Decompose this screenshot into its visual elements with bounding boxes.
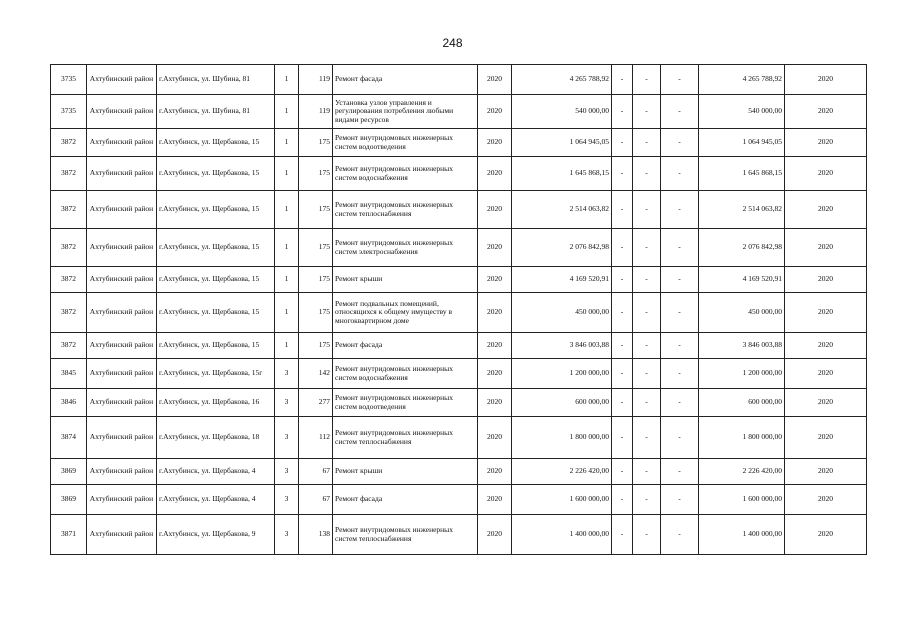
- floors-cell: 1: [275, 129, 299, 157]
- total-cell: 1 200 000,00: [699, 359, 785, 389]
- work-type-cell: Ремонт внутридомовых инженерных систем водоотведения: [333, 389, 478, 417]
- dash-cell: -: [661, 229, 699, 267]
- apartments-cell: 119: [299, 65, 333, 95]
- table-row: [51, 157, 867, 191]
- dash-cell: -: [612, 459, 633, 485]
- dash-cell: -: [612, 129, 633, 157]
- dash-cell: -: [633, 459, 661, 485]
- table-row: [51, 129, 867, 157]
- page-number: 248: [442, 36, 463, 50]
- row-number: 3845: [51, 359, 87, 389]
- district-cell: Ахтубинский район: [87, 389, 157, 417]
- floors-cell: 3: [275, 417, 299, 459]
- table-row: [51, 389, 867, 417]
- district-cell: Ахтубинский район: [87, 95, 157, 129]
- dash-cell: -: [633, 157, 661, 191]
- apartments-cell: 175: [299, 229, 333, 267]
- dash-cell: -: [612, 333, 633, 359]
- dash-cell: -: [661, 389, 699, 417]
- completion-year-cell: 2020: [785, 65, 867, 95]
- total-cell: 3 846 003,88: [699, 333, 785, 359]
- dash-cell: -: [612, 65, 633, 95]
- dash-cell: -: [612, 191, 633, 229]
- year-cell: 2020: [478, 95, 512, 129]
- completion-year-cell: 2020: [785, 389, 867, 417]
- district-cell: Ахтубинский район: [87, 191, 157, 229]
- floors-cell: 1: [275, 229, 299, 267]
- dash-cell: -: [661, 95, 699, 129]
- dash-cell: -: [633, 515, 661, 555]
- total-cell: 2 514 063,82: [699, 191, 785, 229]
- address-cell: г.Ахтубинск, ул. Щербакова, 15г: [157, 359, 275, 389]
- table-row: [51, 229, 867, 267]
- address-cell: г.Ахтубинск, ул. Щербакова, 16: [157, 389, 275, 417]
- work-type-cell: Ремонт крыши: [333, 459, 478, 485]
- completion-year-cell: 2020: [785, 359, 867, 389]
- work-type-cell: Ремонт фасада: [333, 65, 478, 95]
- cost-cell: 2 226 420,00: [512, 459, 612, 485]
- total-cell: 450 000,00: [699, 293, 785, 333]
- year-cell: 2020: [478, 359, 512, 389]
- district-cell: Ахтубинский район: [87, 65, 157, 95]
- apartments-cell: 175: [299, 129, 333, 157]
- completion-year-cell: 2020: [785, 229, 867, 267]
- address-cell: г.Ахтубинск, ул. Щербакова, 15: [157, 129, 275, 157]
- apartments-cell: 119: [299, 95, 333, 129]
- district-cell: Ахтубинский район: [87, 293, 157, 333]
- floors-cell: 1: [275, 293, 299, 333]
- dash-cell: -: [661, 191, 699, 229]
- work-type-cell: Ремонт внутридомовых инженерных систем водоснабжения: [333, 157, 478, 191]
- row-number: 3735: [51, 65, 87, 95]
- address-cell: г.Ахтубинск, ул. Щербакова, 4: [157, 485, 275, 515]
- dash-cell: -: [612, 417, 633, 459]
- total-cell: 1 400 000,00: [699, 515, 785, 555]
- work-type-cell: Ремонт внутридомовых инженерных систем водоснабжения: [333, 359, 478, 389]
- table-row: [51, 459, 867, 485]
- year-cell: 2020: [478, 191, 512, 229]
- dash-cell: -: [661, 65, 699, 95]
- apartments-cell: 175: [299, 293, 333, 333]
- row-number: 3872: [51, 293, 87, 333]
- completion-year-cell: 2020: [785, 515, 867, 555]
- district-cell: Ахтубинский район: [87, 485, 157, 515]
- dash-cell: -: [661, 333, 699, 359]
- apartments-cell: 67: [299, 459, 333, 485]
- dash-cell: -: [633, 129, 661, 157]
- dash-cell: -: [633, 191, 661, 229]
- total-cell: 4 169 520,91: [699, 267, 785, 293]
- dash-cell: -: [612, 359, 633, 389]
- work-type-cell: Ремонт внутридомовых инженерных систем водоотведения: [333, 129, 478, 157]
- table-row: [51, 267, 867, 293]
- floors-cell: 3: [275, 485, 299, 515]
- completion-year-cell: 2020: [785, 191, 867, 229]
- dash-cell: -: [661, 359, 699, 389]
- year-cell: 2020: [478, 389, 512, 417]
- row-number: 3872: [51, 157, 87, 191]
- completion-year-cell: 2020: [785, 459, 867, 485]
- dash-cell: -: [633, 229, 661, 267]
- floors-cell: 1: [275, 267, 299, 293]
- apartments-cell: 175: [299, 267, 333, 293]
- dash-cell: -: [633, 333, 661, 359]
- dash-cell: -: [633, 95, 661, 129]
- dash-cell: -: [612, 229, 633, 267]
- total-cell: 1 800 000,00: [699, 417, 785, 459]
- completion-year-cell: 2020: [785, 417, 867, 459]
- year-cell: 2020: [478, 229, 512, 267]
- district-cell: Ахтубинский район: [87, 515, 157, 555]
- dash-cell: -: [661, 459, 699, 485]
- floors-cell: 3: [275, 459, 299, 485]
- row-number: 3872: [51, 229, 87, 267]
- apartments-cell: 175: [299, 191, 333, 229]
- cost-cell: 1 645 868,15: [512, 157, 612, 191]
- completion-year-cell: 2020: [785, 95, 867, 129]
- dash-cell: -: [612, 389, 633, 417]
- dash-cell: -: [612, 95, 633, 129]
- total-cell: 4 265 788,92: [699, 65, 785, 95]
- address-cell: г.Ахтубинск, ул. Щербакова, 15: [157, 229, 275, 267]
- apartments-cell: 175: [299, 333, 333, 359]
- work-type-cell: Ремонт внутридомовых инженерных систем теплоснабжения: [333, 515, 478, 555]
- floors-cell: 3: [275, 359, 299, 389]
- district-cell: Ахтубинский район: [87, 417, 157, 459]
- row-number: 3872: [51, 267, 87, 293]
- work-type-cell: Ремонт крыши: [333, 267, 478, 293]
- table-row: [51, 65, 867, 95]
- dash-cell: -: [633, 389, 661, 417]
- apartments-cell: 277: [299, 389, 333, 417]
- district-cell: Ахтубинский район: [87, 359, 157, 389]
- district-cell: Ахтубинский район: [87, 129, 157, 157]
- row-number: 3874: [51, 417, 87, 459]
- table-row: [51, 333, 867, 359]
- dash-cell: -: [633, 359, 661, 389]
- floors-cell: 1: [275, 95, 299, 129]
- district-cell: Ахтубинский район: [87, 157, 157, 191]
- cost-cell: 1 200 000,00: [512, 359, 612, 389]
- dash-cell: -: [661, 293, 699, 333]
- table-row: [51, 485, 867, 515]
- row-number: 3872: [51, 333, 87, 359]
- work-type-cell: Ремонт внутридомовых инженерных систем электроснабжения: [333, 229, 478, 267]
- cost-cell: 2 514 063,82: [512, 191, 612, 229]
- row-number: 3869: [51, 485, 87, 515]
- table-row: [51, 417, 867, 459]
- total-cell: 1 645 868,15: [699, 157, 785, 191]
- row-number: 3846: [51, 389, 87, 417]
- year-cell: 2020: [478, 129, 512, 157]
- year-cell: 2020: [478, 65, 512, 95]
- floors-cell: 1: [275, 157, 299, 191]
- year-cell: 2020: [478, 459, 512, 485]
- year-cell: 2020: [478, 157, 512, 191]
- floors-cell: 1: [275, 191, 299, 229]
- dash-cell: -: [633, 293, 661, 333]
- apartments-cell: 138: [299, 515, 333, 555]
- cost-cell: 600 000,00: [512, 389, 612, 417]
- address-cell: г.Ахтубинск, ул. Щербакова, 15: [157, 267, 275, 293]
- district-cell: Ахтубинский район: [87, 267, 157, 293]
- dash-cell: -: [633, 417, 661, 459]
- dash-cell: -: [633, 485, 661, 515]
- dash-cell: -: [612, 515, 633, 555]
- work-type-cell: Ремонт внутридомовых инженерных систем теплоснабжения: [333, 417, 478, 459]
- table-row: [51, 359, 867, 389]
- table-row: [51, 191, 867, 229]
- completion-year-cell: 2020: [785, 129, 867, 157]
- row-number: 3869: [51, 459, 87, 485]
- year-cell: 2020: [478, 333, 512, 359]
- cost-cell: 1 400 000,00: [512, 515, 612, 555]
- total-cell: 2 226 420,00: [699, 459, 785, 485]
- dash-cell: -: [661, 129, 699, 157]
- apartments-cell: 67: [299, 485, 333, 515]
- apartments-cell: 142: [299, 359, 333, 389]
- row-number: 3735: [51, 95, 87, 129]
- address-cell: г.Ахтубинск, ул. Щербакова, 15: [157, 293, 275, 333]
- table-row: [51, 293, 867, 333]
- table-body: [51, 65, 867, 555]
- dash-cell: -: [612, 267, 633, 293]
- address-cell: г.Ахтубинск, ул. Щербакова, 4: [157, 459, 275, 485]
- completion-year-cell: 2020: [785, 333, 867, 359]
- dash-cell: -: [612, 293, 633, 333]
- year-cell: 2020: [478, 515, 512, 555]
- dash-cell: -: [661, 417, 699, 459]
- dash-cell: -: [661, 515, 699, 555]
- year-cell: 2020: [478, 485, 512, 515]
- row-number: 3871: [51, 515, 87, 555]
- district-cell: Ахтубинский район: [87, 333, 157, 359]
- district-cell: Ахтубинский район: [87, 229, 157, 267]
- table-row: [51, 515, 867, 555]
- row-number: 3872: [51, 129, 87, 157]
- address-cell: г.Ахтубинск, ул. Щербакова, 15: [157, 191, 275, 229]
- cost-cell: 2 076 842,98: [512, 229, 612, 267]
- table-row: [51, 95, 867, 129]
- work-type-cell: Ремонт внутридомовых инженерных систем теплоснабжения: [333, 191, 478, 229]
- total-cell: 600 000,00: [699, 389, 785, 417]
- address-cell: г.Ахтубинск, ул. Щербакова, 15: [157, 333, 275, 359]
- address-cell: г.Ахтубинск, ул. Щербакова, 18: [157, 417, 275, 459]
- completion-year-cell: 2020: [785, 267, 867, 293]
- total-cell: 2 076 842,98: [699, 229, 785, 267]
- cost-cell: 1 600 000,00: [512, 485, 612, 515]
- apartments-cell: 112: [299, 417, 333, 459]
- cost-cell: 1 800 000,00: [512, 417, 612, 459]
- dash-cell: -: [633, 65, 661, 95]
- registry-table: [50, 64, 867, 555]
- year-cell: 2020: [478, 417, 512, 459]
- address-cell: г.Ахтубинск, ул. Шубина, 81: [157, 95, 275, 129]
- floors-cell: 1: [275, 65, 299, 95]
- address-cell: г.Ахтубинск, ул. Шубина, 81: [157, 65, 275, 95]
- total-cell: 1 064 945,05: [699, 129, 785, 157]
- work-type-cell: Ремонт фасада: [333, 333, 478, 359]
- dash-cell: -: [661, 157, 699, 191]
- work-type-cell: Установка узлов управления и регулирования потребления любыми видами ресурсов: [333, 95, 478, 129]
- dash-cell: -: [612, 157, 633, 191]
- district-cell: Ахтубинский район: [87, 459, 157, 485]
- cost-cell: 1 064 945,05: [512, 129, 612, 157]
- floors-cell: 1: [275, 333, 299, 359]
- row-number: 3872: [51, 191, 87, 229]
- dash-cell: -: [661, 485, 699, 515]
- dash-cell: -: [661, 267, 699, 293]
- cost-cell: 450 000,00: [512, 293, 612, 333]
- work-type-cell: Ремонт подвальных помещений, относящихся к общему имуществу в многоквартирном доме: [333, 293, 478, 333]
- total-cell: 540 000,00: [699, 95, 785, 129]
- completion-year-cell: 2020: [785, 293, 867, 333]
- year-cell: 2020: [478, 293, 512, 333]
- completion-year-cell: 2020: [785, 157, 867, 191]
- total-cell: 1 600 000,00: [699, 485, 785, 515]
- work-type-cell: Ремонт фасада: [333, 485, 478, 515]
- floors-cell: 3: [275, 515, 299, 555]
- cost-cell: 3 846 003,88: [512, 333, 612, 359]
- address-cell: г.Ахтубинск, ул. Щербакова, 15: [157, 157, 275, 191]
- dash-cell: -: [612, 485, 633, 515]
- completion-year-cell: 2020: [785, 485, 867, 515]
- address-cell: г.Ахтубинск, ул. Щербакова, 9: [157, 515, 275, 555]
- floors-cell: 3: [275, 389, 299, 417]
- cost-cell: 540 000,00: [512, 95, 612, 129]
- year-cell: 2020: [478, 267, 512, 293]
- apartments-cell: 175: [299, 157, 333, 191]
- dash-cell: -: [633, 267, 661, 293]
- cost-cell: 4 265 788,92: [512, 65, 612, 95]
- cost-cell: 4 169 520,91: [512, 267, 612, 293]
